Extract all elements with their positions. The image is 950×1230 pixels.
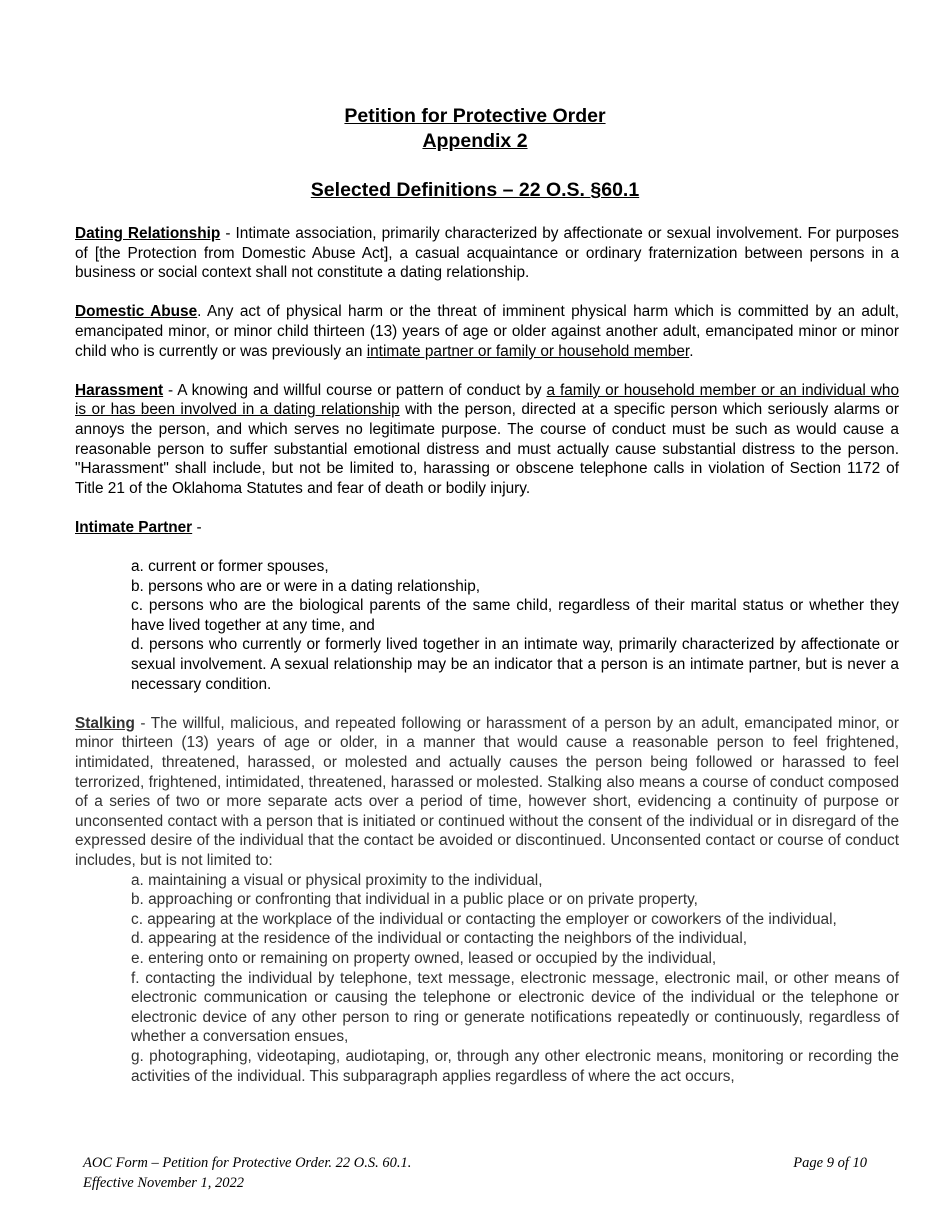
definition-text: . Any act of physical harm or the threat of imminent physical harm which is committed by an adult, emancipated minor, or minor child thirteen (13) years of age or older against another adult, emancipated minor or minor child who is currently or was previously an [75,303,899,360]
footer-form-line: AOC Form – Petition for Protective Order. 22 O.S. 60.1. [83,1155,412,1171]
definition-text: with the person, directed at a specific person which seriously alarms or annoys the person, and which serves no legitimate purpose. The course of conduct must be such as would cause a reasonable person to suffer substantial emotional distress and must actually cause substantial distress to the person. "Harassment" shall include, but not be limited to, harassing or obscene telephone calls in violation of Section 1172 of Title 21 of the Oklahoma Statutes and fear of death or bodily injury. [75,401,899,497]
underlined-phrase: intimate partner or family or household member [366,342,690,360]
intimate-partner-list [75,557,899,694]
stalking-list [75,871,899,1087]
appendix-title: Appendix 2 [422,130,528,152]
list-item: f. contacting the individual by telephone, text message, electronic message, electronic mail, or other means of electronic communication or causing the telephone or electronic device of the individual or the telephone or electronic device of any other person to ring or generate notifications repeatedly or continuously, regardless of whether a conversation ensues, [131,969,899,1046]
list-item: c. appearing at the workplace of the individual or contacting the employer or coworkers of the individual, [131,910,837,928]
underlined-phrase: a family or household member or an individual who is or has been involved in a dating relationship [75,381,899,419]
list-item: g. photographing, videotaping, audiotaping, or, through any other electronic means, monitoring or recording the activities of the individual. This subparagraph applies regardless of where the act occurs, [131,1047,899,1085]
definitions-body [75,224,899,1086]
term-harassment: Harassment [75,381,164,399]
definition-dating-relationship [75,224,899,283]
definition-text: - [192,518,202,536]
list-item: e. entering onto or remaining on property owned, leased or occupied by the individual, [131,949,717,967]
page-footer [83,1153,867,1193]
list-item: a. maintaining a visual or physical proximity to the individual, [131,871,543,889]
definition-harassment [75,381,899,499]
page-title: Petition for Protective Order [344,105,606,127]
list-item: c. persons who are the biological parents of the same child, regardless of their marital status or whether they have lived together at any time, and [131,597,899,634]
term-intimate-partner: Intimate Partner [75,518,193,536]
footer-left [83,1153,411,1193]
list-item: a. current or former spouses, [131,558,329,576]
definition-intimate-partner [75,518,899,538]
list-item: b. approaching or confronting that individual in a public place or on private property, [131,891,698,909]
list-item: b. persons who are or were in a dating relationship, [131,577,481,595]
section-title: Selected Definitions – 22 O.S. §60.1 [310,179,640,201]
term-stalking: Stalking [75,714,135,732]
definition-domestic-abuse [75,302,899,361]
definition-stalking [75,714,899,871]
list-item: d. persons who currently or formerly lived together in an intimate way, primarily characterized by affectionate or sexual involvement. A sexual relationship may be an indicator that a person is an intimate partner, but is never a necessary condition. [131,636,899,693]
footer-page-number: Page 9 of 10 [793,1155,867,1171]
footer-effective-date: Effective November 1, 2022 [83,1175,245,1191]
definition-text: - Intimate association, primarily characterized by affectionate or sexual involvement. For purposes of [the Protection from Domestic Abuse Act], a casual acquaintance or ordinary fraternization between persons in a business or social context shall not constitute a dating relationship. [75,225,899,282]
definition-text: - A knowing and willful course or pattern of conduct by [163,381,547,399]
term-dating-relationship: Dating Relationship [75,225,221,242]
definition-text: - The willful, malicious, and repeated following or harassment of a person by an adult, emancipated minor, or minor thirteen (13) years of age or older, in a manner that would cause a reasonable person to feel frightened, intimidated, threatened, harassed, or molested and actually causes the person being followed or harassed to feel terrorized, frightened, intimidated, threatened, harassed or molested. Stalking also means a course of conduct composed of a series of two or more separate acts over a period of time, however short, evidencing a continuity of purpose or unconsented contact with a person that is initiated or continued without the consent of the individual or in disregard of the expressed desire of the individual that the contact be avoided or discontinued. Unconsented contact or course of conduct includes, but is not limited to: [75,714,899,869]
list-item: d. appearing at the residence of the individual or contacting the neighbors of the individual, [131,930,748,948]
header [0,104,950,203]
definition-text: . [689,342,694,360]
term-domestic-abuse: Domestic Abuse [75,303,198,321]
